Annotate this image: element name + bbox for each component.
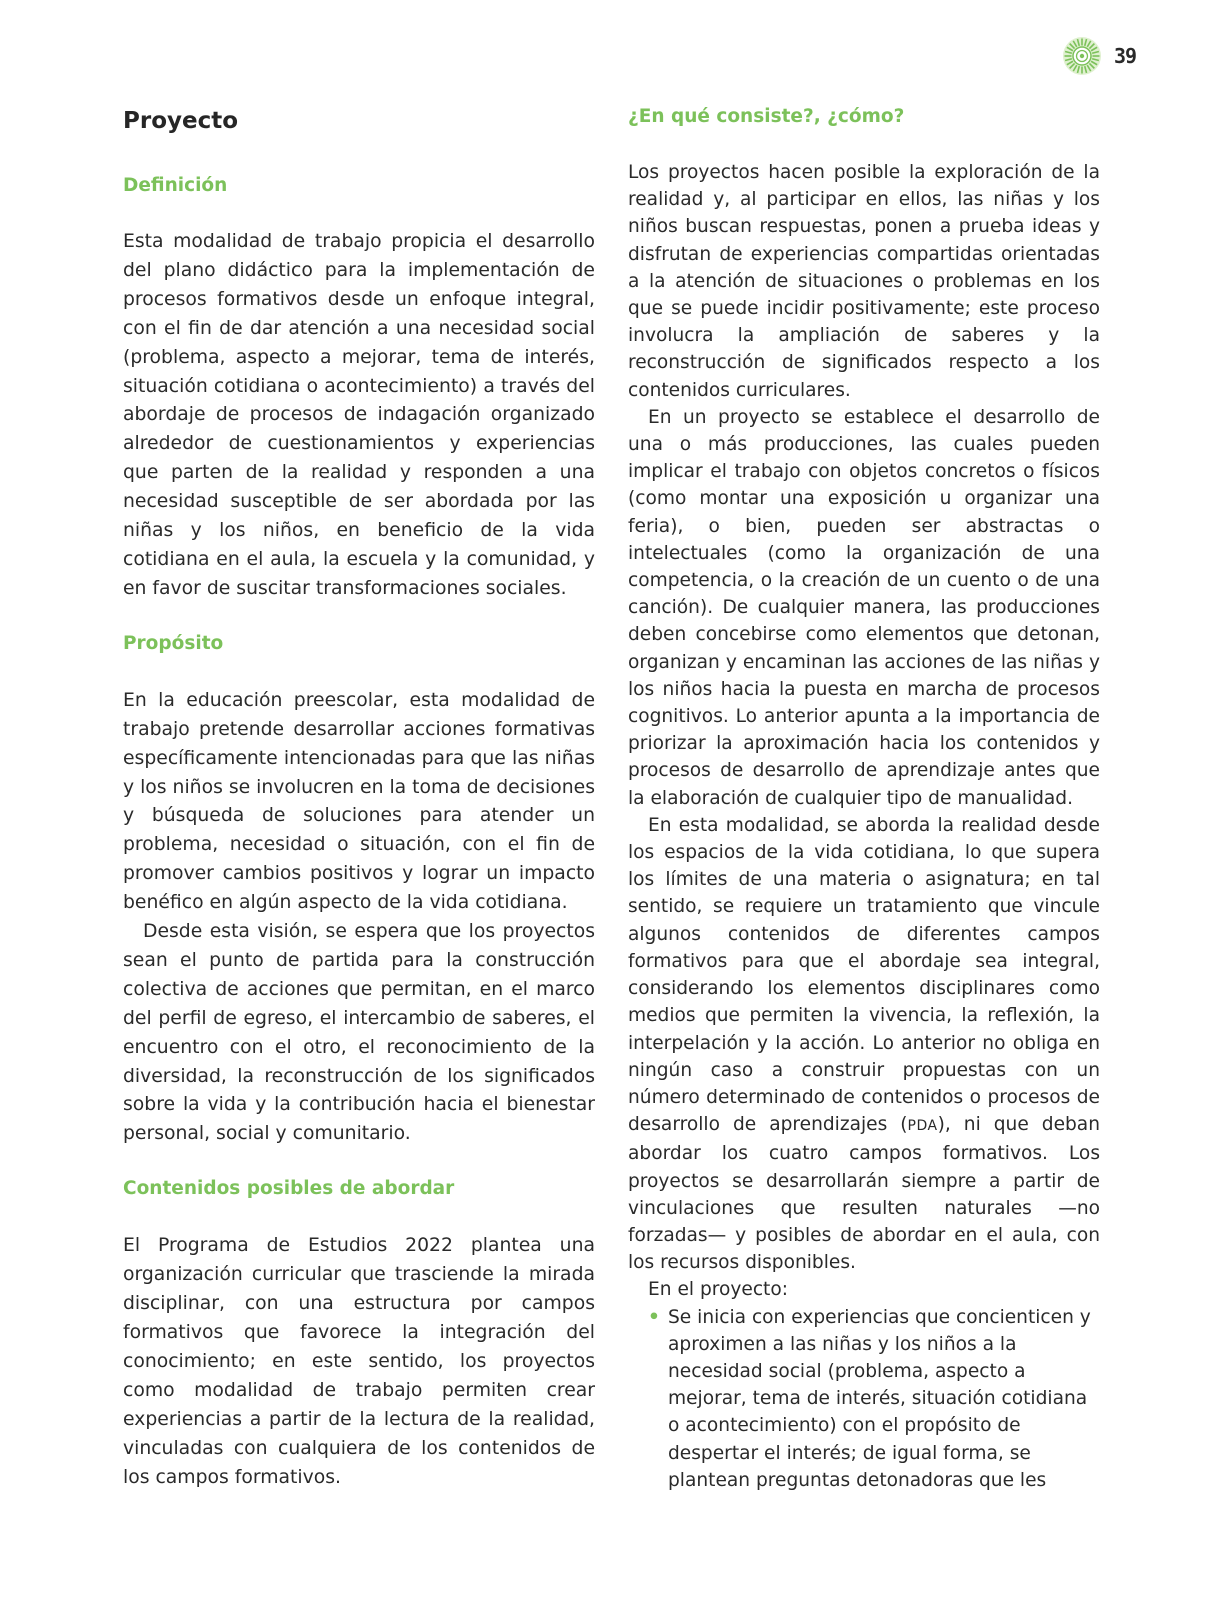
page-title: Proyecto [123, 108, 239, 134]
heading-en-que-consiste: ¿En qué consiste?, ¿cómo? [628, 106, 905, 127]
paragraph-consiste-3-part-2: ), ni que deban abordar los cuatro campos formativos. Los proyectos se desarrollarán siempre a partir de vinculaciones que resulten naturales —no forzadas— y posibles de abordar en el aula, con los recursos disponibles. [628, 1114, 1100, 1274]
paragraph-consiste-1: Los proyectos hacen posible la exploración de la realidad y, al participar en ellos, las niñas y los niños buscan respuestas, ponen a prueba ideas y disfrutan de experiencias compartidas orientadas a la atención de situaciones o problemas en los que se puede incidir positivamente; este proceso involucra la ampliación de saberes y la reconstrucción de significados respecto a los contenidos curriculares. [628, 162, 1100, 401]
paragraph-proposito-2: Desde esta visión, se espera que los proyectos sean el punto de partida para la construcción colectiva de acciones que permitan, en el marco del perfil de egreso, el intercambio de saberes, el encuentro con el otro, el reconocimiento de la diversidad, la reconstrucción de los significados sobre la vida y la contribución hacia el bienestar personal, social y comunitario. [123, 921, 595, 1145]
paragraph-consiste-3 [628, 812, 1100, 1276]
left-column [123, 100, 595, 1492]
list-item-text: Se inicia con experiencias que concienticen y aproximen a las niñas y los niños a la necesidad social (problema, aspecto a mejorar, tema de interés, situación cotidiana o acontecimiento) con el propósito de despertar el interés; de igual forma, se plantean preguntas detonadoras que les [668, 1306, 1091, 1491]
green-circular-emblem-icon [1062, 36, 1102, 76]
paragraph-contenidos: El Programa de Estudios 2022 plantea una organización curricular que trasciende la mirada disciplinar, con una estructura por campos formativos que favorece la integración del conocimiento; en este sentido, los proyectos como modalidad de trabajo permiten crear experiencias a partir de la lectura de la realidad, vinculadas con cualquiera de los contenidos de los campos formativos. [123, 1235, 595, 1488]
bullet-icon: • [648, 1306, 660, 1328]
page-number: 39 [1114, 44, 1137, 68]
paragraph-proposito-1: En la educación preescolar, esta modalidad de trabajo pretende desarrollar acciones formativas específicamente intencionadas para que las niñas y los niños se involucren en la toma de decisiones y búsqueda de soluciones para atender un problema, necesidad o situación, con el fin de promover cambios positivos y lograr un impacto benéfico en algún aspecto de la vida cotidiana. [123, 689, 595, 914]
page-header [1062, 36, 1142, 76]
bullet-list [628, 1304, 1100, 1494]
right-column [628, 100, 1100, 1494]
paragraph-consiste-3-part-1: En esta modalidad, se aborda la realidad desde los espacios de la vida cotidiana, lo que supera los límites de una materia o asignatura; en tal sentido, se requiere un tratamiento que vincule algunos contenidos de diferentes campos formativos para que el abordaje sea integral, considerando los elementos disciplinares como medios que permiten la vivencia, la reflexión, la interpelación y la acción. Lo anterior no obliga en ningún caso a construir propuestas con un número determinado de contenidos o procesos de desarrollo de aprendizajes ( [628, 814, 1100, 1136]
heading-proposito: Propósito [123, 632, 224, 654]
paragraph-en-el-proyecto: En el proyecto: [648, 1279, 788, 1301]
heading-contenidos: Contenidos posibles de abordar [123, 1178, 455, 1200]
abbreviation-pda: PDA [907, 1118, 938, 1135]
paragraph-definicion: Esta modalidad de trabajo propicia el desarrollo del plano didáctico para la implementación de procesos formativos desde un enfoque integral, con el fin de dar atención a una necesidad social (problema, aspecto a mejorar, tema de interés, situación cotidiana o acontecimiento) a través del abordaje de procesos de indagación organizado alrededor de cuestionamientos y experiencias que parten de la realidad y responden a una necesidad susceptible de ser abordada por las niñas y los niños, en beneficio de la vida cotidiana en el aula, la escuela y la comunidad, y en favor de suscitar transformaciones sociales. [123, 231, 595, 599]
heading-definicion: Definición [123, 175, 228, 196]
paragraph-consiste-2: En un proyecto se establece el desarrollo de una o más producciones, las cuales pueden implicar el trabajo con objetos concretos o físicos (como montar una exposición u organizar una feria), o bien, pueden ser abstractas o intelectuales (como la organización de una competencia, o la creación de un cuento o de una canción). De cualquier manera, las producciones deben concebirse como elementos que detonan, organizan y encaminan las acciones de las niñas y los niños hacia la puesta en marcha de procesos cognitivos. Lo anterior apunta a la importancia de priorizar la aproximación hacia los contenidos y procesos de desarrollo de aprendizaje antes que la elaboración de cualquier tipo de manualidad. [628, 406, 1100, 809]
list-item [648, 1304, 1100, 1494]
